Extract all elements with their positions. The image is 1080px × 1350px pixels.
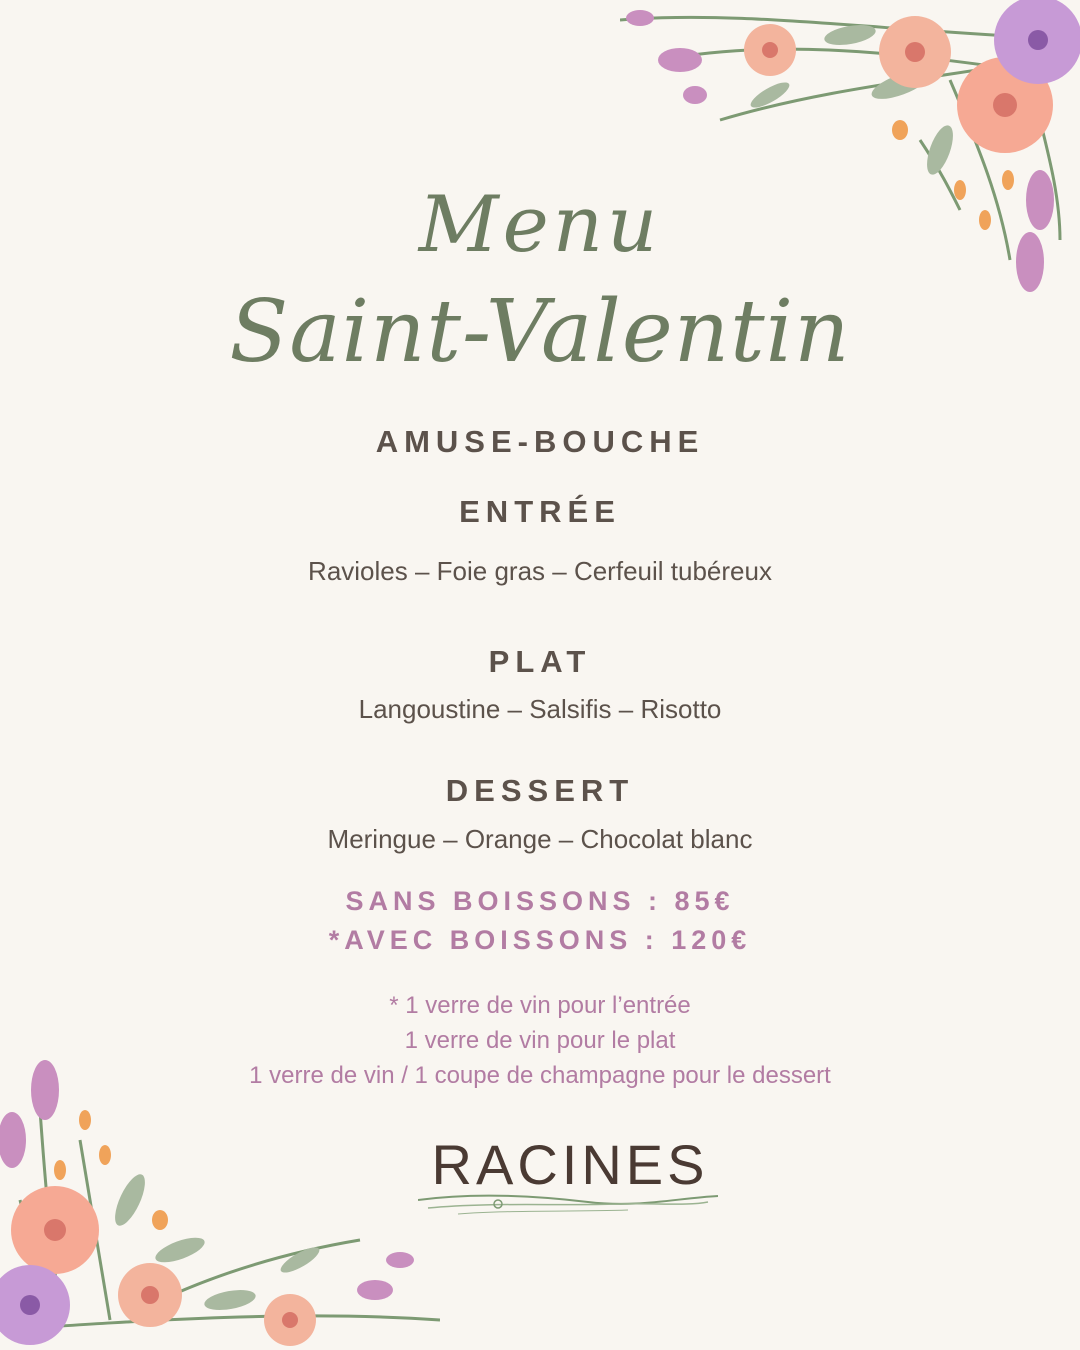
course-heading-dessert: DESSERT (445, 773, 635, 808)
price-with-drinks: *AVEC BOISSONS : 120€ (328, 925, 752, 955)
course-heading-amuse-bouche: AMUSE-BOUCHE (375, 424, 705, 459)
course-dish-dessert: Meringue – Orange – Chocolat blanc (327, 824, 753, 854)
course-dish-entree: Ravioles – Foie gras – Cerfeuil tubéreux (308, 556, 772, 586)
course-dish-plat: Langoustine – Salsifis – Risotto (358, 694, 722, 724)
restaurant-logo-text: RACINES (431, 1133, 709, 1196)
menu-subtitle: Saint-Valentin (229, 282, 851, 382)
course-heading-entree: ENTRÉE (459, 494, 621, 529)
price-without-drinks: SANS BOISSONS : 85€ (345, 886, 735, 916)
menu-title: Menu (418, 180, 662, 270)
logo-swash-decoration (418, 1186, 718, 1222)
drinks-note-dessert: 1 verre de vin / 1 coupe de champagne pour le dessert (249, 1062, 831, 1089)
drinks-note-entree: * 1 verre de vin pour l’entrée (389, 992, 691, 1019)
course-heading-plat: PLAT (488, 644, 592, 679)
floral-decoration-bottom-left (0, 1060, 440, 1350)
drinks-note-plat: 1 verre de vin pour le plat (404, 1027, 676, 1054)
